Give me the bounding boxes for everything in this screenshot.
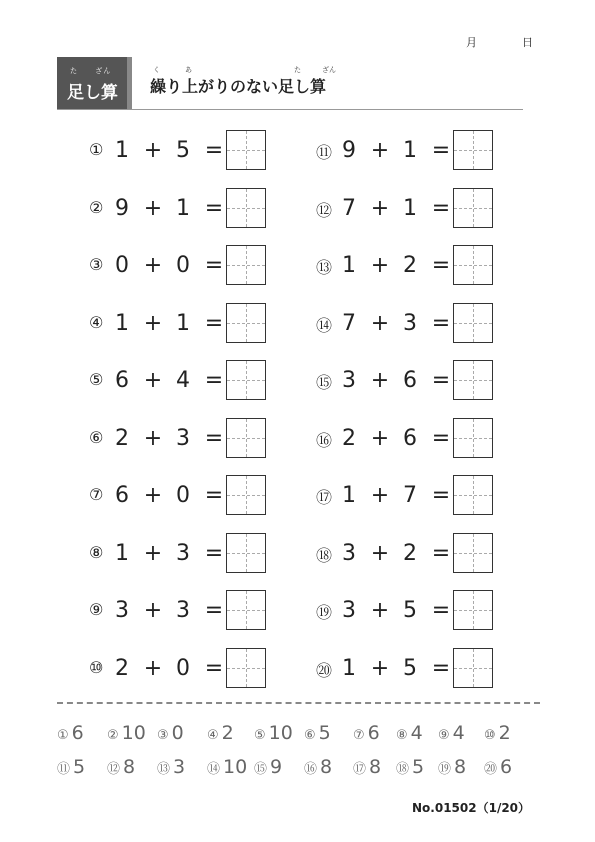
answer-box[interactable]: [453, 533, 493, 573]
equals-sign: =: [431, 195, 451, 221]
addend-b: 1: [403, 195, 417, 221]
equals-sign: =: [431, 368, 451, 393]
addend-b: 3: [176, 425, 190, 451]
answer-key-value: 8: [454, 756, 467, 778]
answer-key-item: [207, 722, 234, 744]
addend-a: 1: [115, 138, 129, 163]
equals-sign: =: [431, 598, 451, 623]
problem-number: ①: [89, 140, 104, 159]
problem-item: [89, 475, 269, 515]
problem-item: [89, 130, 269, 170]
equals-sign: =: [204, 425, 224, 451]
problem-item: [89, 188, 269, 228]
addend-b: 0: [176, 483, 190, 508]
addend-b: 7: [403, 483, 417, 508]
answer-key-number: ②: [107, 728, 119, 743]
badge-furigana-ta: た: [70, 67, 78, 75]
problem-number: ⑳: [316, 660, 333, 680]
addend-a: 6: [115, 483, 129, 508]
addend-b: 1: [176, 195, 190, 221]
equals-sign: =: [204, 195, 224, 221]
answer-key-item: [353, 722, 380, 744]
problem-number: ⑭: [316, 315, 333, 335]
answer-key-value: 4: [410, 722, 423, 744]
equals-sign: =: [431, 655, 451, 681]
answer-key-item: [484, 756, 512, 778]
answer-key-number: ⑫: [107, 762, 121, 777]
plus-sign: +: [143, 138, 163, 163]
answer-key-number: ⑬: [157, 762, 171, 777]
problem-number: ②: [89, 197, 104, 217]
answer-key-item: [207, 756, 247, 778]
problem-item: [89, 245, 269, 285]
plus-sign: +: [143, 598, 163, 623]
addend-b: 1: [403, 138, 417, 163]
answer-key-item: [438, 756, 466, 778]
equals-sign: =: [204, 655, 224, 681]
answer-key-value: 9: [270, 756, 283, 778]
answer-key-number: ⑰: [353, 762, 367, 777]
problem-number: ⑦: [89, 485, 104, 504]
answer-key-item: [157, 722, 184, 744]
title-furigana-zan: ざん: [322, 66, 336, 74]
answer-key-number: ⑨: [438, 728, 450, 743]
equals-sign: =: [204, 310, 224, 336]
addend-a: 7: [342, 310, 356, 336]
problem-number: ⑫: [316, 200, 333, 220]
problem-number: ⑩: [89, 657, 104, 677]
answer-key-number: ⑭: [207, 762, 221, 777]
answer-box[interactable]: [226, 360, 266, 400]
answer-key-value: 8: [320, 756, 333, 778]
answer-box[interactable]: [453, 245, 493, 285]
answer-box[interactable]: [226, 590, 266, 630]
equals-sign: =: [204, 253, 224, 278]
problem-number: ⑤: [89, 370, 104, 389]
problem-item: [316, 533, 496, 573]
addend-b: 3: [403, 310, 417, 336]
addend-a: 0: [115, 253, 129, 278]
equals-sign: =: [431, 310, 451, 336]
addend-b: 3: [176, 540, 190, 566]
answer-key-value: 10: [121, 722, 146, 744]
addend-a: 3: [342, 368, 356, 393]
answer-key-item: [57, 756, 85, 778]
answer-key-item: [353, 756, 381, 778]
plus-sign: +: [143, 655, 163, 681]
plus-sign: +: [370, 425, 390, 451]
answer-key-value: 10: [223, 756, 248, 778]
addend-a: 1: [342, 655, 356, 681]
addend-a: 3: [342, 598, 356, 623]
answer-key-number: ⑳: [484, 762, 498, 777]
answer-key-item: [254, 756, 282, 778]
addend-a: 1: [115, 540, 129, 566]
problem-item: [316, 590, 496, 630]
answer-key-item: [484, 722, 511, 744]
addend-b: 3: [176, 598, 190, 623]
problem-item: [316, 418, 496, 458]
problem-item: [316, 360, 496, 400]
worksheet-title: [150, 65, 360, 97]
equals-sign: =: [431, 540, 451, 566]
plus-sign: +: [143, 540, 163, 566]
answer-box[interactable]: [453, 475, 493, 515]
answer-key-number: ④: [207, 728, 219, 743]
problem-item: [89, 303, 269, 343]
problem-number: ⑮: [316, 373, 333, 392]
sheet-id: No.01502（1/20）: [412, 801, 531, 815]
plus-sign: +: [370, 368, 390, 393]
answer-key-item: [107, 756, 135, 778]
answer-key-value: 8: [123, 756, 136, 778]
addend-a: 1: [342, 483, 356, 508]
plus-sign: +: [143, 425, 163, 451]
answer-row-1: [57, 722, 537, 746]
answer-key-value: 4: [452, 722, 465, 744]
badge-accent-bar: [127, 57, 132, 109]
equals-sign: =: [431, 138, 451, 163]
answer-key-number: ⑤: [254, 728, 266, 743]
plus-sign: +: [143, 368, 163, 393]
addend-a: 1: [342, 253, 356, 278]
addend-a: 2: [115, 425, 129, 451]
answer-key-number: ⑥: [304, 728, 316, 743]
answer-key-number: ③: [157, 728, 169, 743]
equals-sign: =: [431, 425, 451, 451]
problem-item: [316, 303, 496, 343]
plus-sign: +: [370, 195, 390, 221]
answer-key-value: 5: [318, 722, 331, 744]
plus-sign: +: [370, 253, 390, 278]
plus-sign: +: [143, 195, 163, 221]
addend-a: 3: [342, 540, 356, 566]
plus-sign: +: [370, 598, 390, 623]
problem-number: ⑲: [316, 603, 333, 622]
answer-key-number: ⑦: [353, 728, 365, 743]
problem-number: ⑱: [316, 545, 333, 565]
addend-b: 6: [403, 425, 417, 451]
plus-sign: +: [370, 483, 390, 508]
plus-sign: +: [370, 138, 390, 163]
day-label: 日: [522, 36, 533, 49]
answer-key-value: 2: [221, 722, 234, 744]
answer-key-item: [57, 722, 84, 744]
addend-b: 0: [176, 655, 190, 681]
answer-key-number: ⑱: [396, 762, 410, 777]
month-label: 月: [466, 36, 477, 49]
answer-key-item: [396, 756, 424, 778]
equals-sign: =: [204, 483, 224, 508]
addend-b: 5: [403, 598, 417, 623]
answer-key-value: 6: [500, 756, 513, 778]
title-text: 繰り上がりのない足し算: [150, 77, 327, 96]
answer-key-value: 6: [71, 722, 84, 744]
addend-a: 9: [115, 195, 129, 221]
addend-b: 0: [176, 253, 190, 278]
answer-key-number: ⑧: [396, 728, 408, 743]
answer-key-number: ⑮: [254, 762, 268, 777]
problem-number: ④: [89, 312, 104, 332]
answer-key-item: [396, 722, 423, 744]
problem-item: [89, 533, 269, 573]
addend-b: 6: [403, 368, 417, 393]
badge-text: 足し算: [67, 83, 118, 103]
addend-a: 7: [342, 195, 356, 221]
plus-sign: +: [143, 310, 163, 336]
answer-box[interactable]: [453, 418, 493, 458]
answer-box[interactable]: [453, 130, 493, 170]
answer-key-value: 2: [498, 722, 511, 744]
addend-b: 5: [403, 655, 417, 681]
plus-sign: +: [370, 310, 390, 336]
addend-a: 9: [342, 138, 356, 163]
addend-a: 2: [342, 425, 356, 451]
problem-number: ⑥: [89, 427, 104, 447]
problem-number: ③: [89, 255, 104, 274]
answer-key-value: 10: [268, 722, 293, 744]
problem-item: [316, 475, 496, 515]
answer-key-value: 5: [412, 756, 425, 778]
answer-row-2: [57, 756, 537, 780]
title-furigana: [150, 65, 360, 75]
equals-sign: =: [204, 598, 224, 623]
answer-key-number: ⑪: [57, 762, 71, 777]
title-underline: [57, 109, 523, 110]
answer-key-value: 5: [73, 756, 86, 778]
problem-item: [316, 648, 496, 688]
answer-box[interactable]: [226, 533, 266, 573]
answer-box[interactable]: [226, 418, 266, 458]
problem-number: ⑯: [316, 430, 333, 450]
problem-number: ⑪: [316, 143, 333, 162]
answer-key-value: 3: [173, 756, 186, 778]
badge-furigana-zan: ざん: [95, 67, 112, 75]
problem-item: [316, 130, 496, 170]
problem-item: [89, 648, 269, 688]
title-furigana-ta: た: [294, 66, 301, 74]
problem-item: [89, 360, 269, 400]
answer-box[interactable]: [226, 188, 266, 228]
answer-box[interactable]: [453, 648, 493, 688]
plus-sign: +: [370, 655, 390, 681]
answer-box[interactable]: [453, 188, 493, 228]
addend-b: 1: [176, 310, 190, 336]
subject-badge: [57, 57, 132, 109]
addend-a: 6: [115, 368, 129, 393]
equals-sign: =: [431, 253, 451, 278]
problem-number: ⑧: [89, 542, 104, 562]
title-furigana-ku: く: [153, 66, 160, 74]
answer-key-number: ⑯: [304, 762, 318, 777]
plus-sign: +: [370, 540, 390, 566]
answer-box[interactable]: [226, 245, 266, 285]
answer-key-item: [304, 756, 332, 778]
badge-furigana: [70, 66, 111, 76]
problem-item: [316, 188, 496, 228]
answer-key-item: [304, 722, 331, 744]
equals-sign: =: [204, 368, 224, 393]
answer-key-number: ⑲: [438, 762, 452, 777]
answer-box[interactable]: [453, 590, 493, 630]
addend-b: 2: [403, 253, 417, 278]
answer-divider: [57, 702, 540, 704]
answer-key-number: ①: [57, 728, 69, 743]
equals-sign: =: [204, 540, 224, 566]
answer-box[interactable]: [226, 648, 266, 688]
addend-b: 4: [176, 368, 190, 393]
answer-key-item: [107, 722, 146, 744]
answer-key-item: [254, 722, 293, 744]
addend-a: 3: [115, 598, 129, 623]
problem-number: ⑬: [316, 258, 333, 277]
answer-box[interactable]: [453, 360, 493, 400]
answer-key-value: 6: [367, 722, 380, 744]
answer-key-number: ⑩: [484, 728, 496, 743]
answer-key-value: 0: [171, 722, 184, 744]
answer-box[interactable]: [453, 303, 493, 343]
addend-a: 2: [115, 655, 129, 681]
equals-sign: =: [204, 138, 224, 163]
equals-sign: =: [431, 483, 451, 508]
answer-key-value: 8: [369, 756, 382, 778]
answer-key-item: [157, 756, 185, 778]
problem-number: ⑰: [316, 488, 333, 507]
problem-item: [316, 245, 496, 285]
plus-sign: +: [143, 253, 163, 278]
addend-b: 5: [176, 138, 190, 163]
answer-box[interactable]: [226, 475, 266, 515]
addend-b: 2: [403, 540, 417, 566]
problem-item: [89, 590, 269, 630]
answer-key-item: [438, 722, 465, 744]
plus-sign: +: [143, 483, 163, 508]
problem-number: ⑨: [89, 600, 104, 619]
addend-a: 1: [115, 310, 129, 336]
title-furigana-a: あ: [185, 66, 192, 74]
answer-box[interactable]: [226, 303, 266, 343]
problem-item: [89, 418, 269, 458]
answer-box[interactable]: [226, 130, 266, 170]
